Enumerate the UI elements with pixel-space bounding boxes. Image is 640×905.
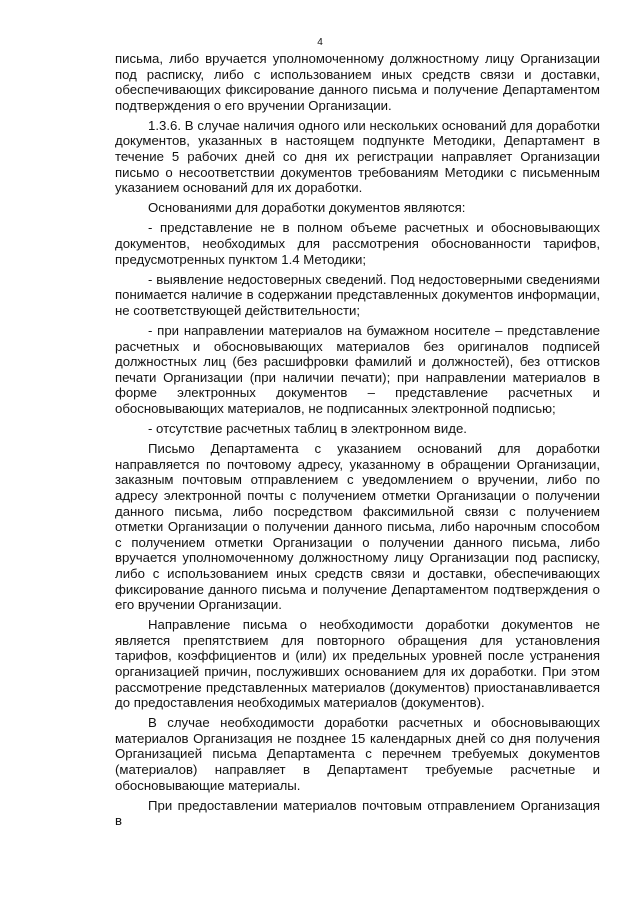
list-item-missing-signatures: - при направлении материалов на бумажном носителе – представление расчетных и обосновывающих материалов без оригиналов подписей должностных лиц (без расшифровки фамилий и должностей), без оттисков печати Организации (при наличии печати); при направлении материалов в форме электронных документов – представление расчетных и обосновывающих материалов, не подписанных электронной подписью; [115,323,600,416]
document-body [115,51,600,833]
paragraph-not-an-obstacle: Направление письма о необходимости доработки документов не является препятствием для повторного обращения для установления тарифов, коэффициентов и (или) их предельных уровней после устранения организацией причин, послуживших основанием для их доработки. При этом рассмотрение представленных материалов (документов) приостанавливается до предоставления необходимых материалов (документов). [115,617,600,711]
page-number: 4 [317,37,323,48]
paragraph-15-days: В случае необходимости доработки расчетных и обосновывающих материалов Организация не позднее 15 календарных дней со дня получения Организацией письма Департамента с перечнем требуемых документов (материалов) направляет в Департамент требуемые расчетные и обосновывающие материалы. [115,715,600,793]
list-item-incomplete-documents: - представление не в полном объеме расчетных и обосновывающих документов, необходимых для рассмотрения обоснованности тарифов, предусмотренных пунктом 1.4 Методики; [115,220,600,267]
paragraph-postal-submission: При предоставлении материалов почтовым отправлением Организация в [115,797,600,829]
paragraph-letter-delivery: Письмо Департамента с указанием оснований для доработки направляется по почтовому адресу, указанному в обращении Организации, заказным почтовым отправлением с уведомлением о вручении, либо по адресу электронной почты с получением отметки Организации о получении данного письма, либо посредством факсимильной связи с получением отметки Организации о получении данного письма, либо нарочным способом с получением отметки Организации о получении данного письма, либо вручается уполномоченному должностному лицу Организации под расписку, либо с использованием иных средств связи и доставки, обеспечивающих фиксирование данного письма и получение Департаментом подтверждения о его вручении Организации. [115,441,600,613]
paragraph-grounds-intro: Основаниями для доработки документов являются: [148,200,466,216]
paragraph-continuation: письма, либо вручается уполномоченному должностному лицу Организации под расписку, либо с использованием иных средств связи и доставки, обеспечивающих фиксирование данного письма и получение Департаментом подтверждения о его вручении Организации. [115,51,600,113]
list-item-missing-tables: - отсутствие расчетных таблиц в электронном виде. [148,421,467,437]
paragraph-1-3-6: 1.3.6. В случае наличия одного или нескольких оснований для доработки документов, указанных в настоящем подпункте Методики, Департамент в течение 5 рабочих дней со дня их регистрации направляет Организации письмо о несоответствии документов требованиям Методики с письменным указанием оснований для их доработки. [115,117,600,196]
list-item-false-information: - выявление недостоверных сведений. Под недостоверными сведениями понимается наличие в содержании представленных документов информации, не соответствующей действительности; [115,271,600,318]
